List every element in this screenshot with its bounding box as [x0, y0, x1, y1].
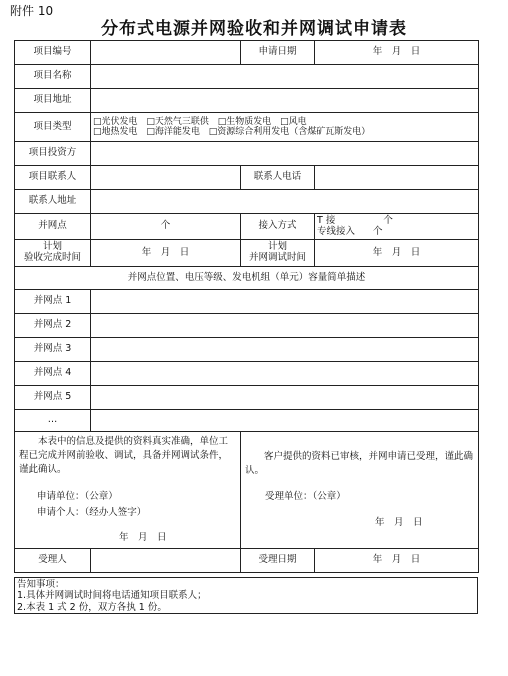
- label-accept-date: 受理日期: [241, 549, 315, 573]
- checkbox-ocean[interactable]: □海洋能发电: [146, 127, 200, 137]
- label-grid-points: 并网点: [15, 214, 91, 240]
- acceptance-time-label: 验收完成时间: [23, 252, 81, 263]
- label-point-4: 并网点 4: [15, 362, 91, 386]
- label-point-3: 并网点 3: [15, 338, 91, 362]
- label-plan-acceptance: [15, 240, 91, 267]
- field-investor[interactable]: [91, 142, 479, 166]
- label-contact: 项目联系人: [15, 166, 91, 190]
- label-project-no: 项目编号: [15, 41, 91, 65]
- checkbox-gas-cchp[interactable]: □天然气三联供: [146, 116, 209, 127]
- field-project-address[interactable]: [91, 89, 479, 113]
- field-point-4[interactable]: [91, 362, 479, 386]
- field-debug-date[interactable]: 年 月 日: [315, 240, 479, 267]
- label-point-5: 并网点 5: [15, 386, 91, 410]
- field-project-name[interactable]: [91, 65, 479, 89]
- checkbox-solar[interactable]: □光伏发电: [93, 116, 138, 127]
- label-project-type: 项目类型: [15, 113, 91, 142]
- field-acceptance-date[interactable]: 年 月 日: [91, 240, 241, 267]
- accepting-unit-label: 受理单位：（公章）: [265, 491, 346, 502]
- applicant-date[interactable]: 年 月 日: [119, 532, 167, 543]
- field-point-more[interactable]: [91, 410, 479, 432]
- checkbox-resource-utilization[interactable]: □资源综合利用发电（含煤矿瓦斯发电）: [208, 127, 371, 137]
- field-handler[interactable]: [91, 549, 241, 573]
- checkbox-wind[interactable]: □风电: [280, 116, 307, 127]
- field-project-type: [91, 113, 479, 142]
- notice-title: 告知事项：: [17, 579, 65, 590]
- field-point-3[interactable]: [91, 338, 479, 362]
- checkbox-biomass[interactable]: □生物质发电: [217, 116, 272, 127]
- notice-item-2: 2.本表 1 式 2 份，双方各执 1 份。: [17, 601, 167, 613]
- field-point-1[interactable]: [91, 290, 479, 314]
- label-contact-phone: 联系人电话: [241, 166, 315, 190]
- label-access-mode: 接入方式: [241, 214, 315, 240]
- checkbox-geothermal[interactable]: □地热发电: [93, 127, 138, 137]
- acceptor-date[interactable]: 年 月 日: [375, 517, 423, 528]
- label-point-1: 并网点 1: [15, 290, 91, 314]
- application-form-table: [14, 40, 479, 573]
- field-point-2[interactable]: [91, 314, 479, 338]
- label-handler: 受理人: [15, 549, 91, 573]
- field-contact-address[interactable]: [91, 190, 479, 214]
- field-contact[interactable]: [91, 166, 241, 190]
- applicant-statement: 本表中的信息及提供的资料真实准确，单位工程已完成并网前验收、调试，具备并网调试条件，谨此确认。: [19, 436, 229, 475]
- applicant-person-label: 申请个人：（经办人签字）: [37, 507, 147, 518]
- form-title: 分布式电源并网验收和并网调试申请表: [101, 19, 407, 39]
- access-t-label: T 接: [317, 214, 336, 226]
- attachment-label: 附件 10: [10, 4, 54, 18]
- label-investor: 项目投资方: [15, 142, 91, 166]
- field-grid-points-count[interactable]: 个: [91, 214, 241, 240]
- applicant-unit-label: 申请单位：（公章）: [37, 491, 118, 502]
- label-contact-address: 联系人地址: [15, 190, 91, 214]
- debug-time-label: 并网调试时间: [248, 252, 306, 263]
- access-dedicated-count: 个: [373, 225, 383, 237]
- field-access-mode[interactable]: [315, 214, 479, 240]
- field-apply-date[interactable]: 年 月 日: [315, 41, 479, 65]
- label-point-2: 并网点 2: [15, 314, 91, 338]
- notice-item-1: 1.具体并网调试时间将电话通知项目联系人；: [17, 590, 207, 602]
- applicant-confirmation-cell: [15, 432, 241, 549]
- field-point-5[interactable]: [91, 386, 479, 410]
- access-dedicated-label: 专线接入: [317, 225, 356, 237]
- label-point-more: …: [15, 410, 91, 432]
- plan-label-1: 计划: [42, 241, 62, 253]
- acceptor-statement: 客户提供的资料已审核，并网申请已受理，谨此确认。: [245, 451, 474, 476]
- access-t-count: 个: [383, 214, 393, 226]
- acceptor-confirmation-cell: [241, 432, 479, 549]
- label-plan-debug: [241, 240, 315, 267]
- field-contact-phone[interactable]: [315, 166, 479, 190]
- description-header: 并网点位置、电压等级、发电机组（单元）容量简单描述: [15, 267, 479, 290]
- label-project-address: 项目地址: [15, 89, 91, 113]
- label-apply-date: 申请日期: [241, 41, 315, 65]
- notice-box: [14, 577, 478, 614]
- plan-label-2: 计划: [267, 241, 287, 253]
- field-accept-date[interactable]: 年 月 日: [315, 549, 479, 573]
- field-project-no[interactable]: [91, 41, 241, 65]
- label-project-name: 项目名称: [15, 65, 91, 89]
